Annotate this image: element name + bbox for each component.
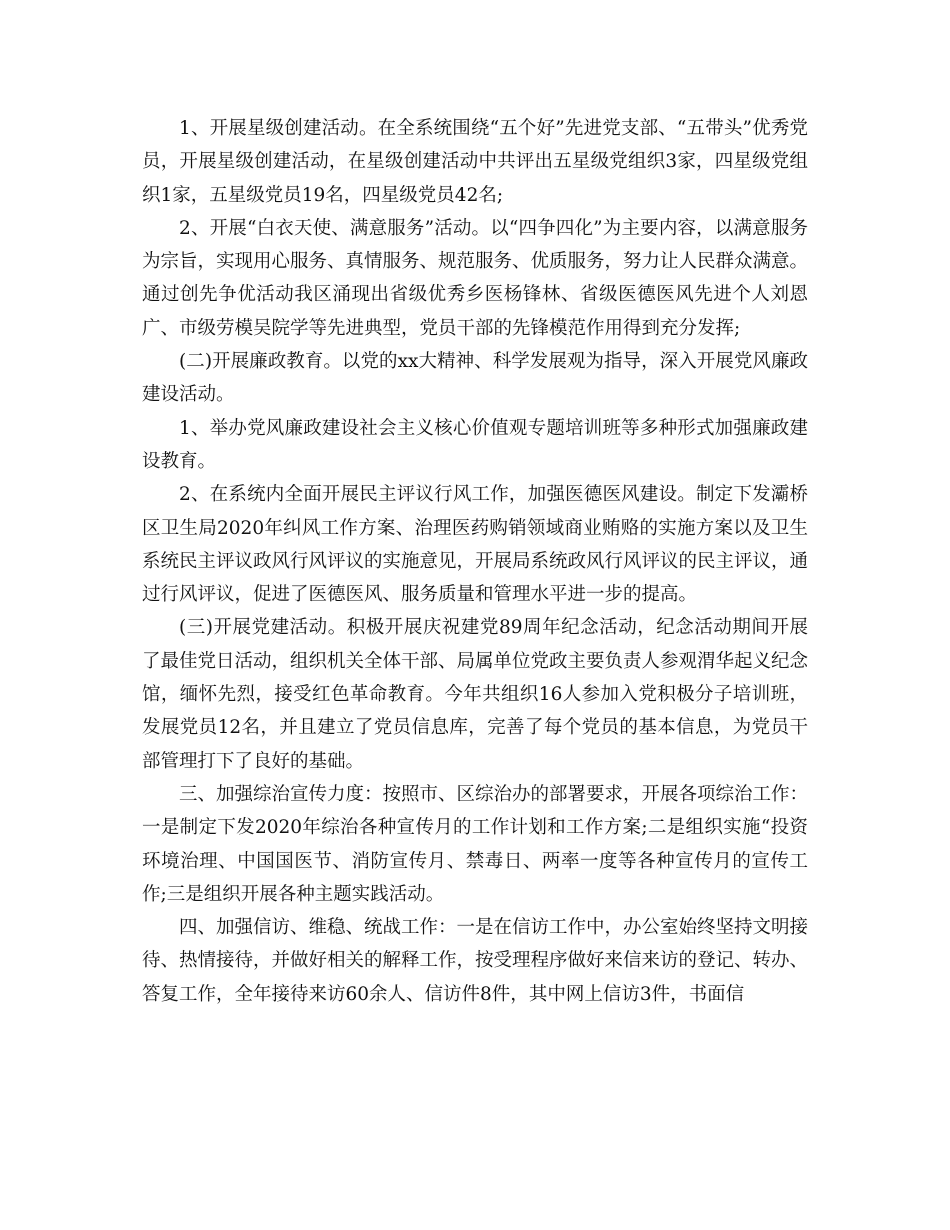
- paragraph-integrity-training: 1、举办党风廉政建设社会主义核心价值观专题培训班等多种形式加强廉政建设教育。: [142, 417, 808, 472]
- paragraph-democratic-review: 2、在系统内全面开展民主评议行风工作，加强医德医风建设。制定下发灞桥区卫生局2020年纠风工作方案、治理医药购销领域商业贿赂的实施方案以及卫生系统民主评议政风行风评议的实施意见，开展局系统政风行风评议的民主评议，通过行风评议，促进了医德医风、服务质量和管理水平进一步的提高。: [142, 484, 809, 606]
- paragraph-publicity: 三、加强综治宣传力度：按照市、区综治办的部署要求，开展各项综治工作：一是制定下发2020年综治各种宣传月的工作计划和工作方案;二是组织实施“投资环境治理、中国国医节、消防宣传月、禁毒日、两率一度等各种宣传月的宣传工作;三是组织开展各种主题实践活动。: [142, 783, 809, 905]
- paragraph-party-building: (三)开展党建活动。积极开展庆祝建党89周年纪念活动，纪念活动期间开展了最佳党日活动，组织机关全体干部、局属单位党政主要负责人参观渭华起义纪念馆，缅怀先烈，接受红色革命教育。今年共组织16人参加入党积极分子培训班，发展党员12名，并且建立了党员信息库，完善了每个党员的基本信息，为党员干部管理打下了良好的基础。: [142, 617, 809, 772]
- paragraph-petitions: 四、加强信访、维稳、统战工作：一是在信访工作中，办公室始终坚持文明接待、热情接待，并做好相关的解释工作，按受理程序做好来信来访的登记、转办、答复工作，全年接待来访60余人、信访件8件，其中网上信访3件，书面信: [142, 917, 809, 1005]
- paragraph-integrity-education: (二)开展廉政教育。以党的xx大精神、科学发展观为指导，深入开展党风廉政建设活动。: [142, 351, 808, 406]
- paragraph-white-angel-service: 2、开展“白衣天使、满意服务”活动。以“四争四化”为主要内容，以满意服务为宗旨，实现用心服务、真情服务、规范服务、优质服务，努力让人民群众满意。通过创先争优活动我区涌现出省级优秀乡医杨锋林、省级医德医风先进个人刘恩广、市级劳模吴院学等先进典型，党员干部的先锋模范作用得到充分发挥;: [142, 217, 809, 339]
- document-page: [142, 112, 808, 1011]
- paragraph-star-rating: 1、开展星级创建活动。在全系统围绕“五个好”先进党支部、“五带头”优秀党员，开展星级创建活动，在星级创建活动中共评出五星级党组织3家，四星级党组织1家，五星级党员19名，四星级党员42名;: [142, 118, 808, 206]
